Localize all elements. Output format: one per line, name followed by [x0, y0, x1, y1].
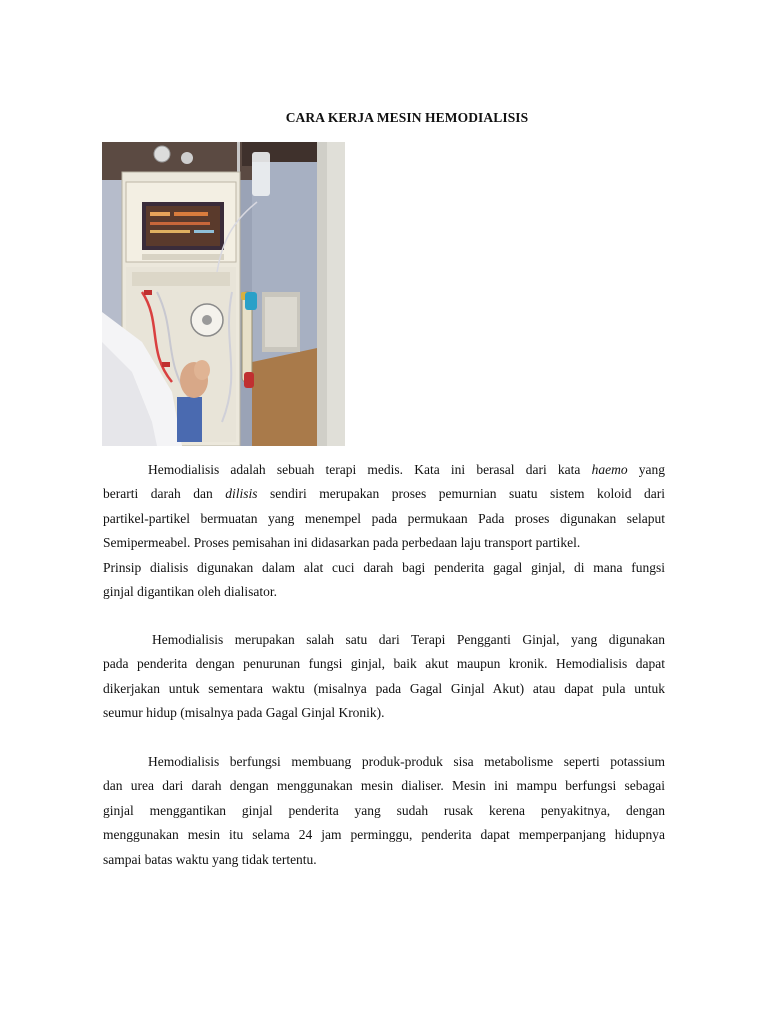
paragraph-1-line-2: [103, 482, 665, 506]
document-title: CARA KERJA MESIN HEMODIALISIS: [285, 110, 529, 125]
paragraph-1-line-5: Prinsip dialisis digunakan dalam alat cuci darah bagi penderita gagal ginjal, di mana fungsi: [103, 559, 665, 575]
paragraph-2-line-1: Hemodialisis merupakan salah satu dari Terapi Pengganti Ginjal, yang digunakan: [152, 632, 665, 647]
paragraph-1-line-2-text-b: sendiri merupakan proses pemurnian suatu sistem koloid dari: [257, 486, 665, 502]
hemodialysis-machine-illustration: [102, 142, 345, 446]
paragraph-1-line-3: partikel-partikel bermuatan yang menempel pada permukaan Pada proses digunakan selaput: [103, 510, 665, 526]
paragraph-2-line-2: pada penderita dengan penurunan fungsi ginjal, baik akut maupun kronik. Hemodialisis dapat: [103, 656, 665, 672]
paragraph-3-line-1: Hemodialisis berfungsi membuang produk-produk sisa metabolisme seperti potassium: [148, 754, 665, 769]
paragraph-3: [103, 750, 665, 872]
paragraph-3-line-3: ginjal menggantikan ginjal penderita yang sudah rusak kerena penyakitnya, dengan: [103, 802, 665, 818]
paragraph-3-line-4: menggunakan mesin itu selama 24 jam perminggu, penderita dapat memperpanjang hidupnya: [103, 827, 665, 843]
paragraph-2-line-3: dikerjakan untuk sementara waktu (misalnya pada Gagal Ginjal Akut) atau dapat pula untuk: [103, 680, 665, 696]
paragraph-1: [103, 458, 665, 604]
italic-term-dilisis: dilisis: [225, 486, 258, 502]
paragraph-2: [103, 628, 665, 726]
hemodialysis-machine-photo: [102, 142, 345, 446]
paragraph-1-line-1: [103, 458, 665, 482]
paragraph-2-line-4: seumur hidup (misalnya pada Gagal Ginjal Kronik).: [103, 705, 385, 721]
paragraph-1-line-6: ginjal digantikan oleh dialisator.: [103, 584, 277, 600]
paragraph-1-line-2-text-a: berarti darah dan: [103, 486, 226, 502]
paragraph-1-line-1-text-a: Hemodialisis adalah sebuah terapi medis. Kata ini berasal dari kata: [148, 462, 592, 477]
paragraph-1-line-4: Semipermeabel. Proses pemisahan ini didasarkan pada perbedaan laju transport partikel.: [103, 535, 581, 551]
paragraph-3-line-2: dan urea dari darah dengan menggunakan mesin dialiser. Mesin ini mampu berfungsi sebagai: [103, 778, 665, 794]
paragraph-3-line-5: sampai batas waktu yang tidak tertentu.: [103, 851, 317, 867]
italic-term-haemo: haemo: [591, 462, 628, 477]
paragraph-1-line-1-text-b: yang: [627, 462, 666, 477]
